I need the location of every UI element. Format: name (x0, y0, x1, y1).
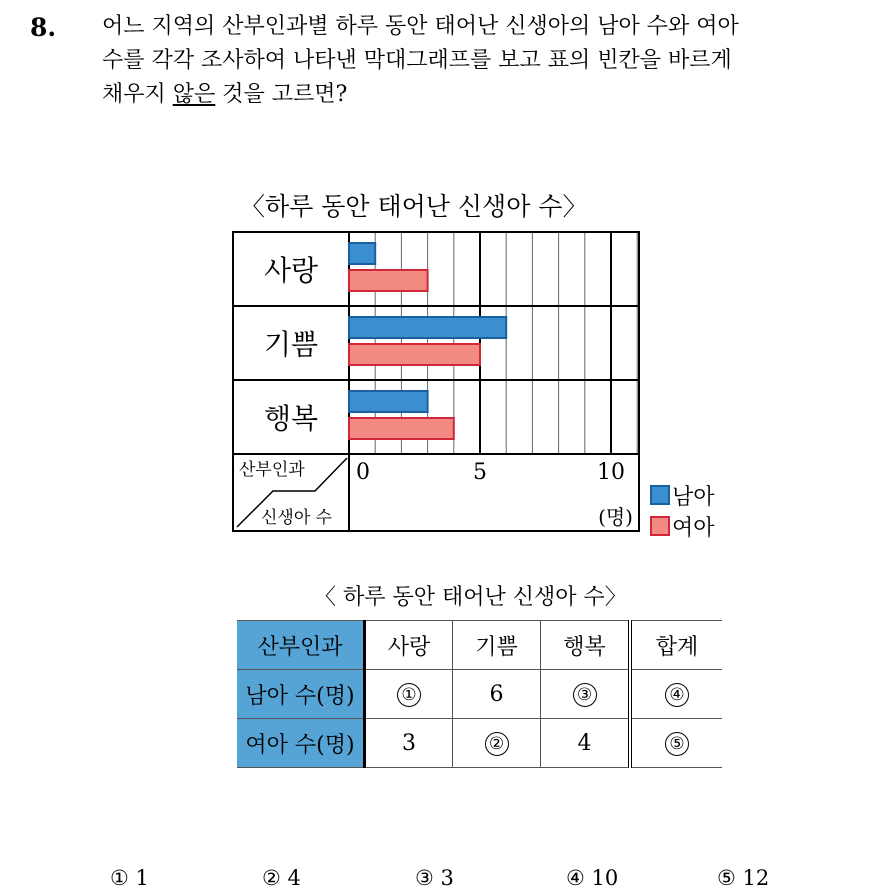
blank-marker: ⑤ (665, 732, 689, 756)
question-line-2: 수를 각각 조사하여 나타낸 막대그래프를 보고 표의 빈칸을 바르게 (102, 48, 732, 73)
choice-2[interactable]: ② 4 (262, 866, 301, 890)
choice-1[interactable]: ① 1 (110, 866, 149, 890)
table-cell: 6 (453, 670, 541, 719)
x-tick-label: 0 (356, 460, 370, 485)
table-cell (630, 670, 722, 719)
table-cell (541, 670, 631, 719)
emphasis-word: 않은 (172, 82, 216, 107)
row-label-girls: 여아 수(명) (237, 719, 365, 768)
choice-4[interactable]: ④ 10 (566, 866, 619, 890)
blank-marker: ④ (665, 683, 689, 707)
category-label: 기쁨 (263, 328, 319, 361)
x-tick-label: 10 (597, 460, 625, 485)
table-corner-header: 산부인과 (237, 621, 365, 670)
category-label: 사랑 (263, 254, 319, 287)
question-line-3: 채우지 않은 것을 고르면? (102, 82, 348, 107)
table-cell (453, 719, 541, 768)
bar-girls (349, 418, 454, 439)
blank-marker: ③ (573, 683, 597, 707)
bar-girls (349, 344, 480, 365)
legend-swatch-girls (650, 516, 670, 536)
corner-label-bottom: 신생아 수 (261, 508, 333, 528)
table-cell: 4 (541, 719, 631, 768)
table-header-cell: 사랑 (365, 621, 453, 670)
row-label-boys: 남아 수(명) (237, 670, 365, 719)
legend-item-girls (650, 511, 715, 542)
table-header-cell: 합계 (630, 621, 722, 670)
table-header-row (237, 621, 722, 670)
table-row-girls (237, 719, 722, 768)
blank-marker: ① (397, 683, 421, 707)
question-number: 8. (30, 13, 57, 42)
choice-5[interactable]: ⑤ 12 (717, 866, 770, 890)
legend-swatch-boys (650, 485, 670, 505)
unit-label: (명) (598, 505, 633, 529)
choice-3[interactable]: ③ 3 (415, 866, 454, 890)
question-line-1: 어느 지역의 산부인과별 하루 동안 태어난 신생아의 남아 수와 여아 (102, 14, 739, 39)
bar-boys (349, 243, 375, 264)
blank-marker: ② (485, 732, 509, 756)
table-cell (630, 719, 722, 768)
table-cell: 3 (365, 719, 453, 768)
corner-label-top: 산부인과 (239, 460, 305, 480)
table-header-cell: 기쁨 (453, 621, 541, 670)
chart-title: 〈하루 동안 태어난 신생아 수〉 (240, 192, 588, 221)
data-table (237, 620, 722, 768)
category-label: 행복 (263, 402, 319, 435)
x-tick-label: 5 (473, 460, 487, 485)
bar-boys (349, 317, 506, 338)
table-header-cell: 행복 (541, 621, 631, 670)
bar-girls (349, 270, 428, 291)
legend-label-boys: 남아 (672, 485, 715, 510)
legend-item-boys (650, 480, 715, 511)
legend-label-girls: 여아 (672, 516, 715, 541)
table-row-boys (237, 670, 722, 719)
table-cell (365, 670, 453, 719)
table-title: 〈 하루 동안 태어난 신생아 수〉 (314, 585, 627, 610)
bar-boys (349, 391, 428, 412)
